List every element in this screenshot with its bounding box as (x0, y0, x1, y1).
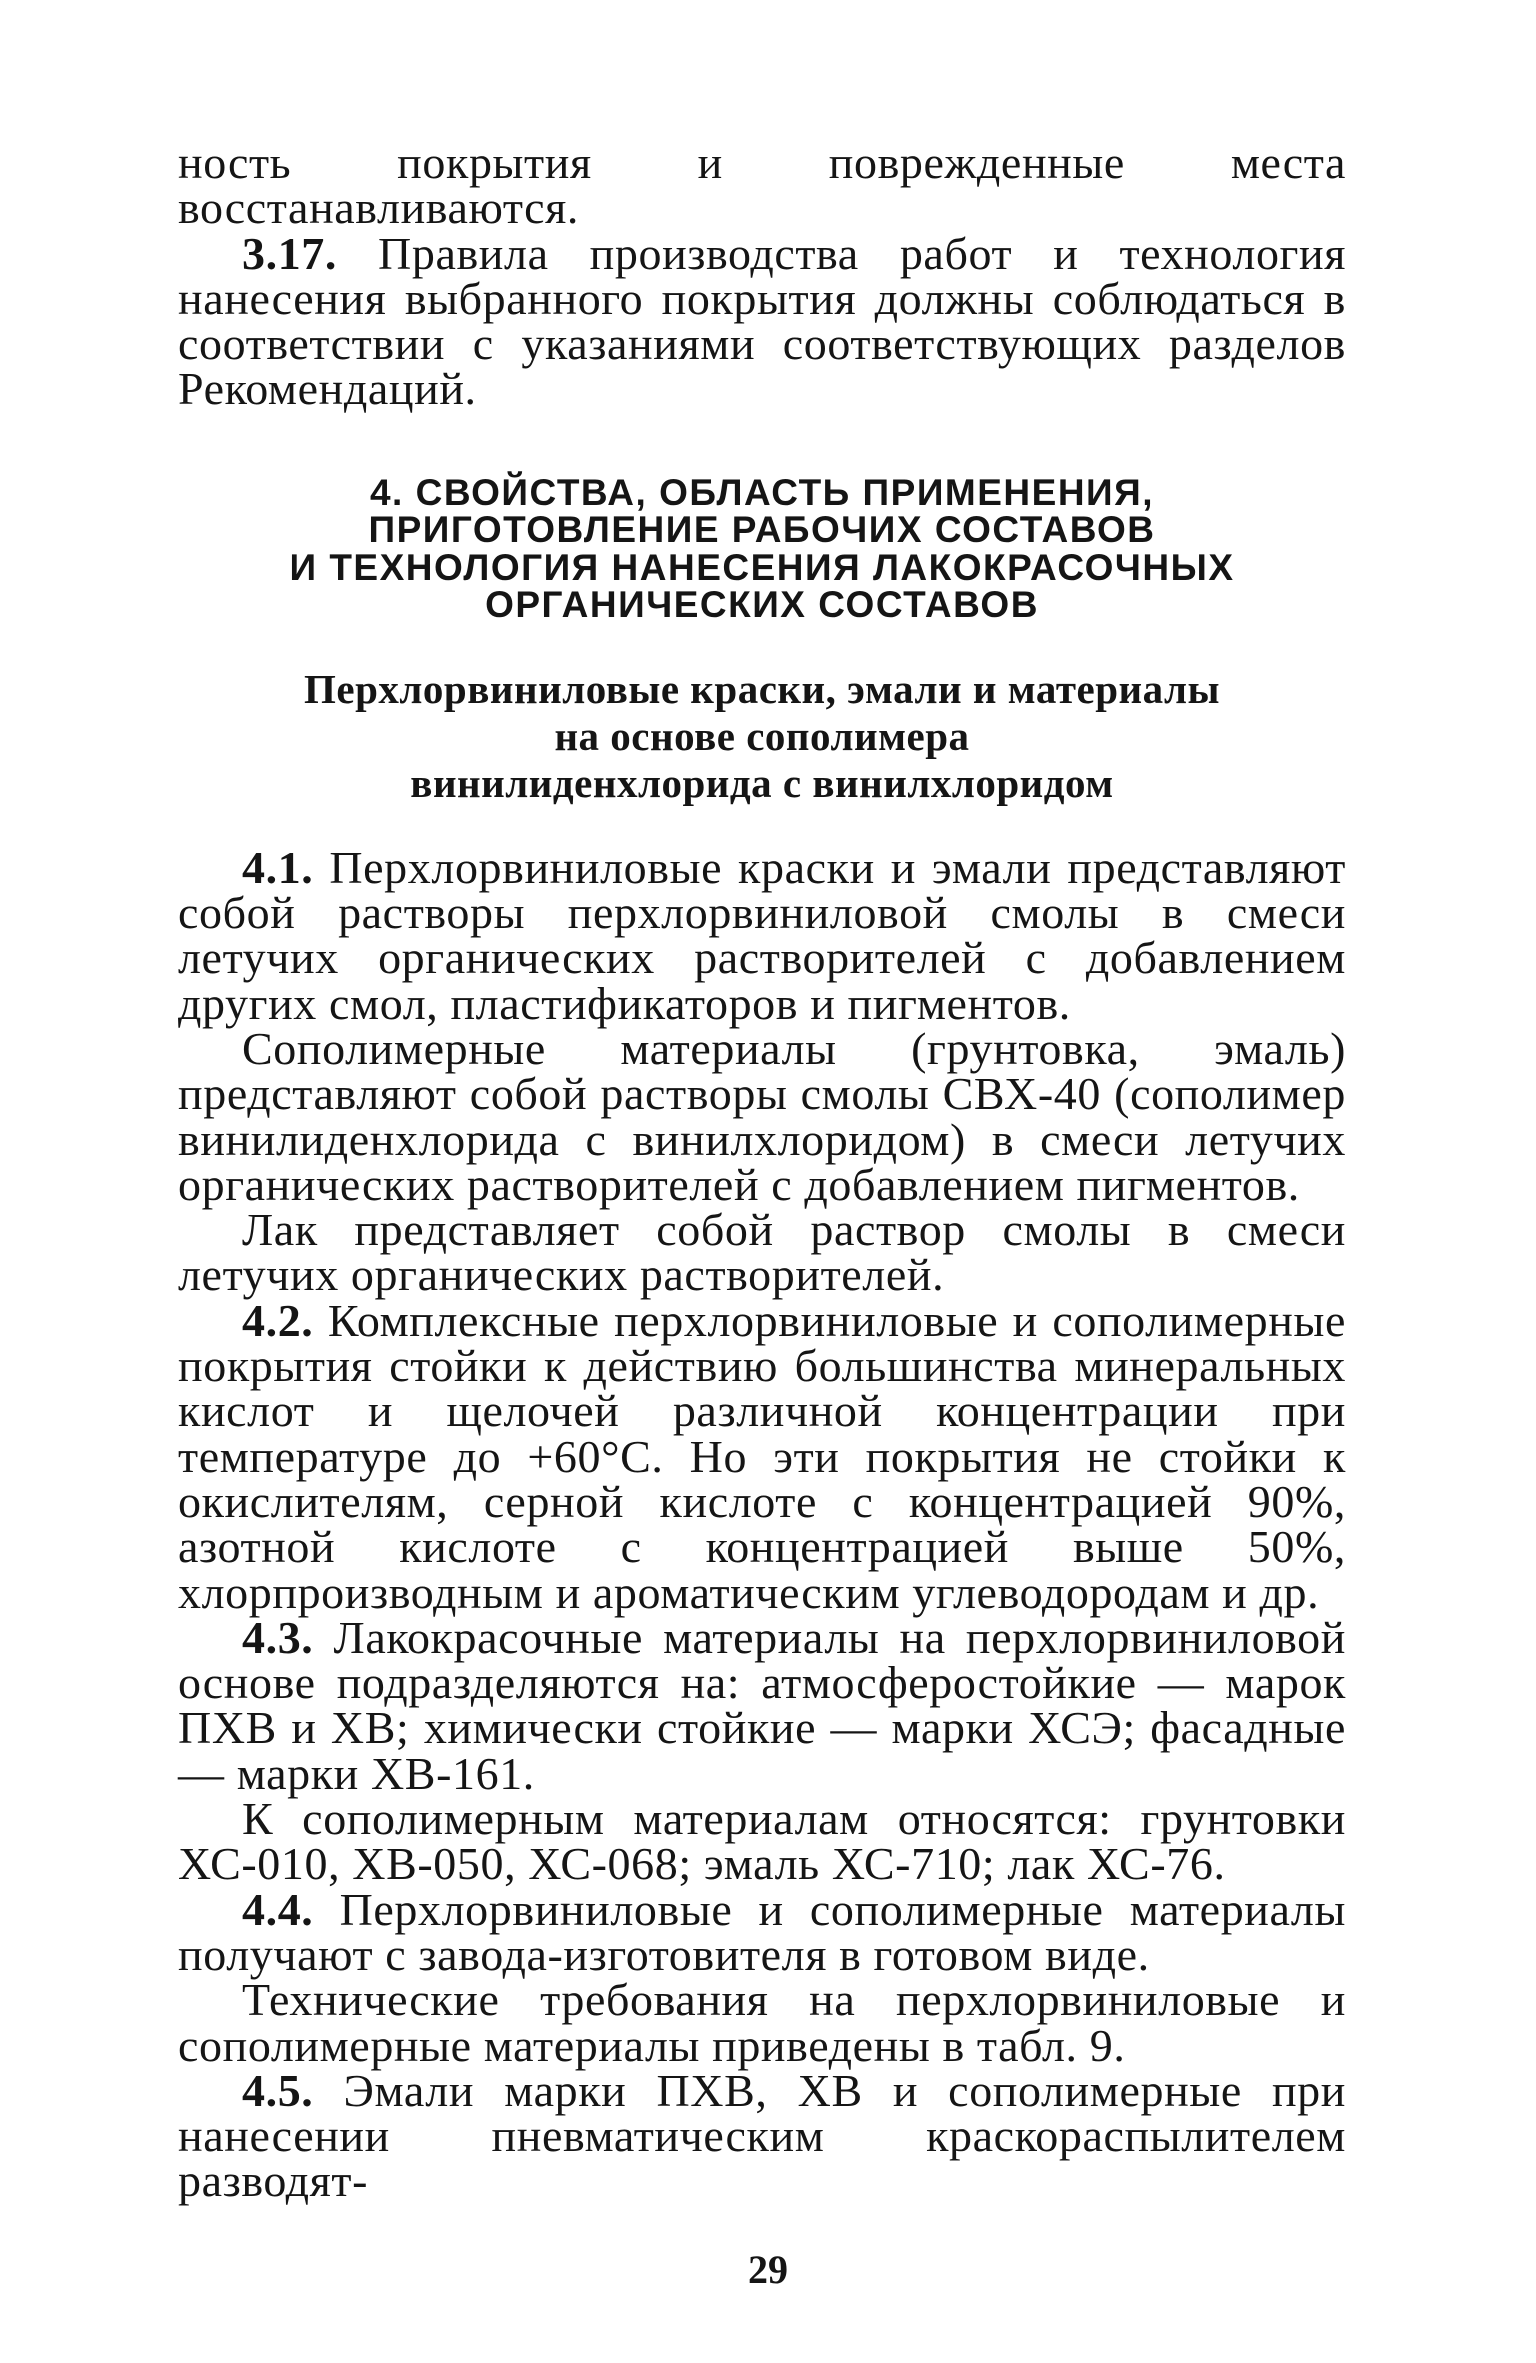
subheading-line: Перхлорвиниловые краски, эмали и материалы (304, 665, 1220, 712)
paragraph-lacquer: Лак представляет собой раствор смолы в смеси летучих органических растворителей. (178, 1204, 1346, 1301)
paragraph-copolymer-materials: К сополимерным материалам относятся: грунтовки ХС-010, ХВ-050, ХС-068; эмаль ХС-710; лак ХС-76. (178, 1793, 1346, 1890)
clause-number: 4.4. (242, 1883, 314, 1935)
clause-4-3 (178, 1611, 1346, 1799)
paragraph-copolymer: Сополимерные материалы (грунтовка, эмаль) представляют собой растворы смолы СВХ-40 (сополимер винилиденхлорида с винилхлоридом) в смеси летучих органических растворителей с добавлением пигментов. (178, 1022, 1346, 1210)
clause-text: Эмали марки ПХВ, ХВ и сополимерные при нанесении пневматическим краскораспылителем разводят- (178, 2064, 1346, 2207)
clause-4-1 (178, 841, 1346, 1029)
clause-number: 4.3. (242, 1611, 314, 1663)
clause-text: Лакокрасочные материалы на перхлорвиниловой основе подразделяются на: атмосферостойкие — марок ПХВ и ХВ; химически стойкие — марки ХСЭ; фасадные — марки ХВ-161. (178, 1611, 1346, 1799)
clause-4-2 (178, 1294, 1346, 1618)
clause-4-5 (178, 2064, 1346, 2207)
continuation-paragraph: ность покрытия и поврежденные места восстанавливаются. (178, 137, 1346, 234)
subheading (178, 666, 1346, 807)
clause-text: Перхлорвиниловые и сополимерные материалы получают с завода-изготовителя в готовом виде. (178, 1883, 1346, 1980)
paragraph-requirements: Технические требования на перхлорвиниловые и сополимерные материалы приведены в табл. 9. (178, 1974, 1346, 2071)
subheading-line: винилиденхлорида с винилхлоридом (410, 759, 1114, 806)
clause-number: 4.5. (242, 2064, 314, 2116)
section-heading-line: ПРИГОТОВЛЕНИЕ РАБОЧИХ СОСТАВОВ (368, 509, 1156, 551)
clause-3-17 (178, 227, 1346, 415)
clause-text: Правила производства работ и технология нанесения выбранного покрытия должны соблюдаться в соответствии с указаниями соответствующих разделов Рекомендаций. (178, 227, 1346, 415)
clause-number: 4.2. (242, 1294, 314, 1346)
clause-text: Комплексные перхлорвиниловые и сополимерные покрытия стойки к действию большинства минеральных кислот и щелочей различной концентрации при температуре до +60°С. Но эти покрытия не стойки к окислителям, серной кислоте с концентрацией 90%, азотной кислоте с концентрацией выше 50%, хлорпроизводным и ароматическим углеводородам и др. (178, 1294, 1346, 1618)
clause-text: Перхлорвиниловые краски и эмали представляют собой растворы перхлорвиниловой смолы в смеси летучих органических растворителей с добавлением других смол, пластификаторов и пигментов. (178, 841, 1346, 1029)
subheading-line: на основе сополимера (554, 712, 970, 759)
document-page (178, 137, 1346, 2207)
clause-number: 4.1. (242, 841, 314, 893)
clause-4-4 (178, 1883, 1346, 1980)
section-heading-line: ОРГАНИЧЕСКИХ СОСТАВОВ (485, 584, 1039, 626)
page-number: 29 (748, 2247, 788, 2292)
section-heading-line: 4. СВОЙСТВА, ОБЛАСТЬ ПРИМЕНЕНИЯ, (369, 471, 1155, 513)
clause-number: 3.17. (242, 227, 337, 279)
section-heading-line: И ТЕХНОЛОГИЯ НАНЕСЕНИЯ ЛАКОКРАСОЧНЫХ (289, 546, 1235, 588)
section-heading (178, 471, 1346, 626)
